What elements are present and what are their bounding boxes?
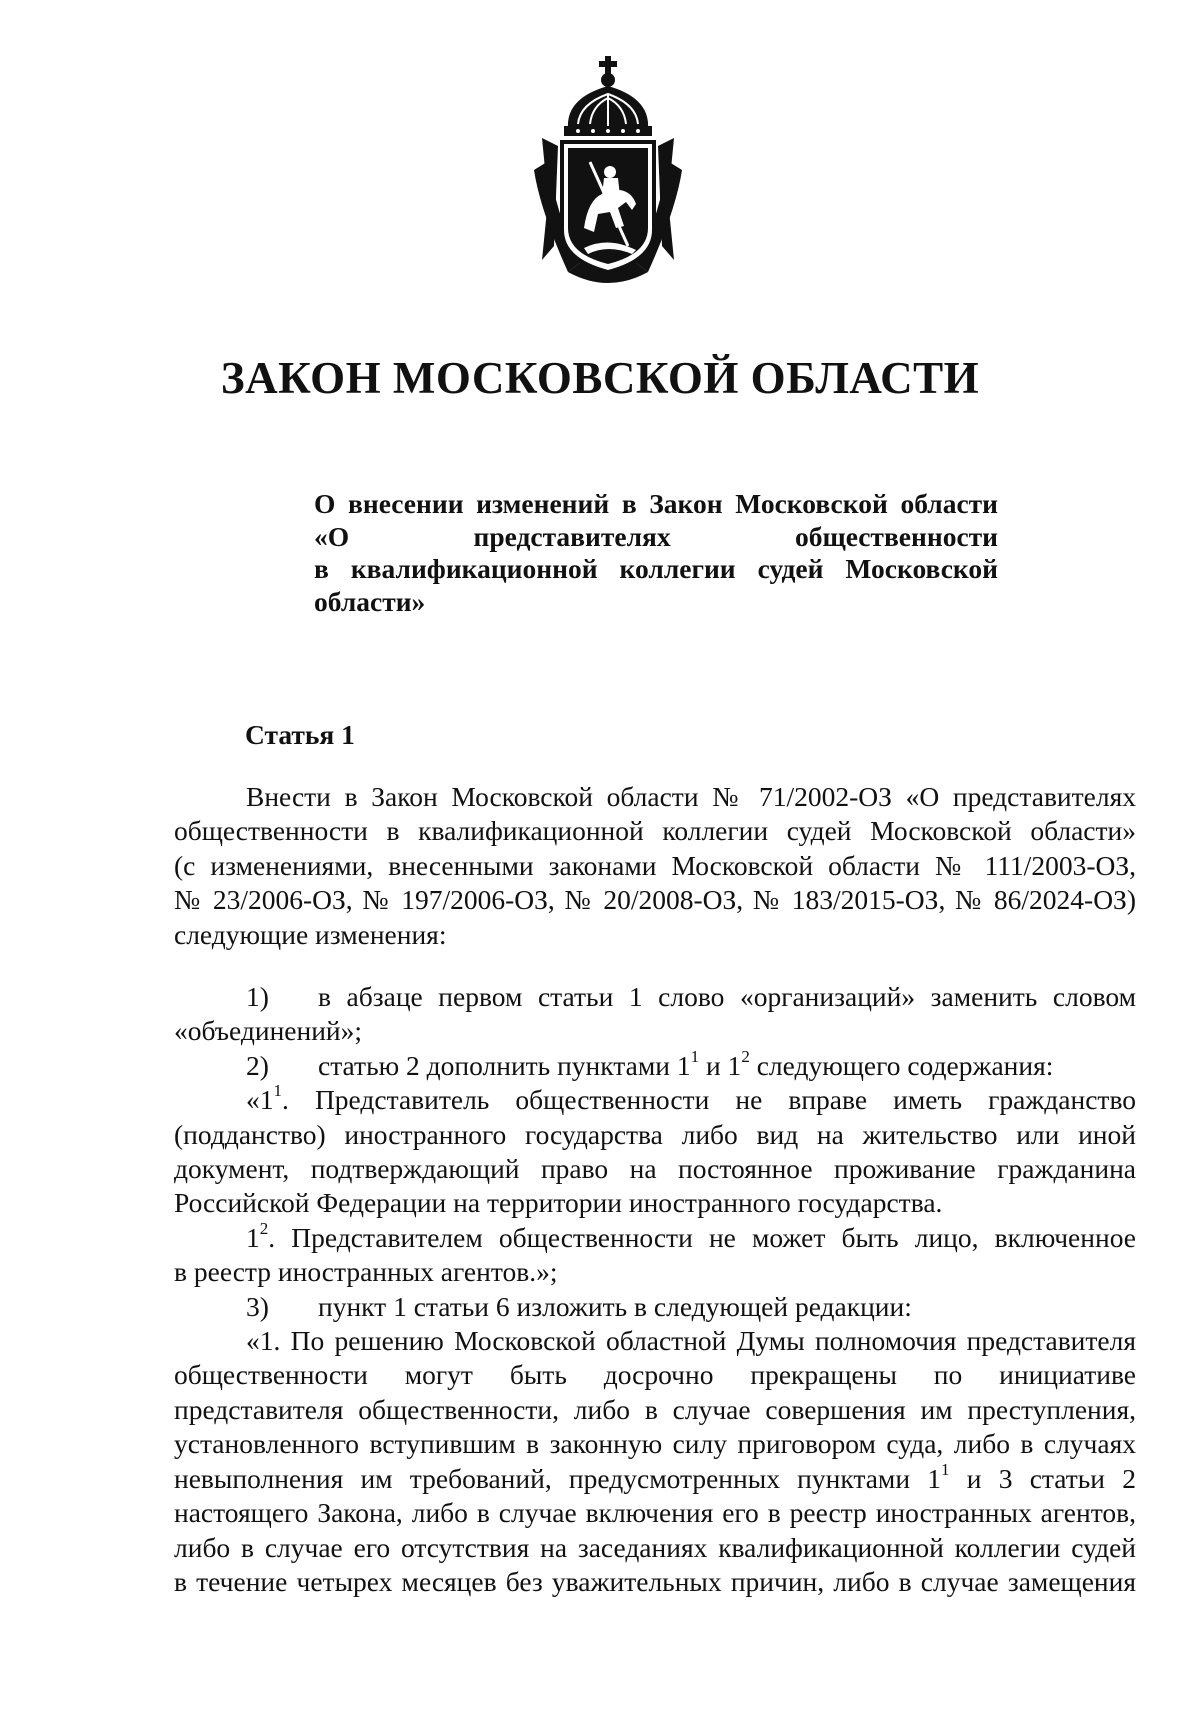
document-title: ЗАКОН МОСКОВСКОЙ ОБЛАСТИ	[220, 353, 980, 403]
item-text: в абзаце первом статьи 1 слово «организаций» заменить словом	[318, 981, 1136, 1012]
article-heading: Статья 1	[245, 719, 355, 750]
clause-text-line: документ, подтверждающий право на постоянное проживание гражданина	[174, 1153, 1136, 1185]
item-text: следующего содержания:	[749, 1049, 1054, 1081]
clause-text-line: представителя общественности, либо в случае совершения им преступления,	[174, 1393, 1136, 1425]
superscript: 1	[273, 1081, 282, 1101]
quoted-clause-1-1	[174, 1083, 1136, 1117]
clause-text: . Представителем общественности не может быть лицо, включенное	[268, 1221, 1136, 1253]
superscript: 2	[259, 1218, 269, 1238]
intro-line: общественности в квалификационной коллегии судей Московской области»	[174, 815, 1136, 847]
quoted-clause-1-2	[174, 1218, 1136, 1255]
amendments-list	[174, 980, 1136, 1599]
moscow-oblast-coat-of-arms-icon	[528, 50, 688, 290]
clause-text-line: «1. По решению Московской областной Думы полномочия представителя	[246, 1325, 1136, 1357]
intro-line: следующие изменения:	[174, 918, 447, 950]
item-number: 3)	[246, 1290, 269, 1322]
clause-text-line: установленного вступившим в законную силу приговором суда, либо в случаях	[174, 1428, 1136, 1460]
clause-text-line: в реестр иностранных агентов.»;	[174, 1256, 558, 1288]
subject-line: О внесении изменений в Закон Московской области	[314, 488, 998, 519]
clause-number: 1	[246, 1221, 260, 1253]
clause-text-line: Российской Федерации на территории иностранного государства.	[174, 1187, 943, 1219]
amendment-item-2	[174, 1046, 1136, 1083]
clause-text-line: настоящего Закона, либо в случае включения его в реестр иностранных агентов,	[174, 1497, 1136, 1529]
clause-text-line: либо в случае его отсутствия на заседаниях квалификационной коллегии судей	[174, 1531, 1136, 1563]
clause-text-line: (подданство) иностранного государства либо вид на жительство или иной	[174, 1118, 1136, 1150]
superscript: 2	[741, 1046, 750, 1066]
clause-number: «1	[246, 1084, 274, 1116]
superscript: 1	[690, 1046, 700, 1066]
item-text: и 1	[699, 1049, 742, 1081]
law-subject	[314, 488, 998, 618]
superscript: 1	[941, 1459, 950, 1479]
item-text: пункт 1 статьи 6 изложить в следующей редакции:	[318, 1290, 912, 1322]
clause-text: невыполнения им требований, предусмотренных пунктами 1	[174, 1462, 942, 1494]
subject-line: области»	[314, 585, 426, 617]
clause-text: . Представитель общественности не вправе иметь гражданство	[282, 1084, 1136, 1116]
item-number: 1)	[246, 981, 269, 1012]
clause-text: и 3 статьи 2	[949, 1462, 1137, 1494]
amendment-item-3	[174, 1290, 1136, 1324]
clause-text-line: в течение четырех месяцев без уважительных причин, либо в случае замещения	[174, 1565, 1136, 1597]
article-intro	[174, 780, 1136, 952]
intro-line: Внести в Закон Московской области № 71/2002-ОЗ «О представителях	[246, 781, 1136, 812]
intro-line: № 23/2006-ОЗ, № 197/2006-ОЗ, № 20/2008-ОЗ, № 183/2015-ОЗ, № 86/2024-ОЗ)	[174, 884, 1136, 916]
clause-text-line: общественности могут быть досрочно прекращены по инициативе	[174, 1359, 1136, 1391]
subject-line: «О представителях общественности	[314, 520, 998, 552]
intro-line: (с изменениями, внесенными законами Московской области № 111/2003-ОЗ,	[174, 849, 1136, 881]
amendment-item-1	[174, 980, 1136, 1014]
clause-text-line	[174, 1459, 1137, 1496]
item-number: 2)	[246, 1049, 269, 1081]
subject-line: в квалификационной коллегии судей Московской	[314, 553, 998, 584]
item-text: статью 2 дополнить пунктами 1	[318, 1049, 691, 1081]
item-text-continued: «объединений»;	[174, 1015, 363, 1047]
